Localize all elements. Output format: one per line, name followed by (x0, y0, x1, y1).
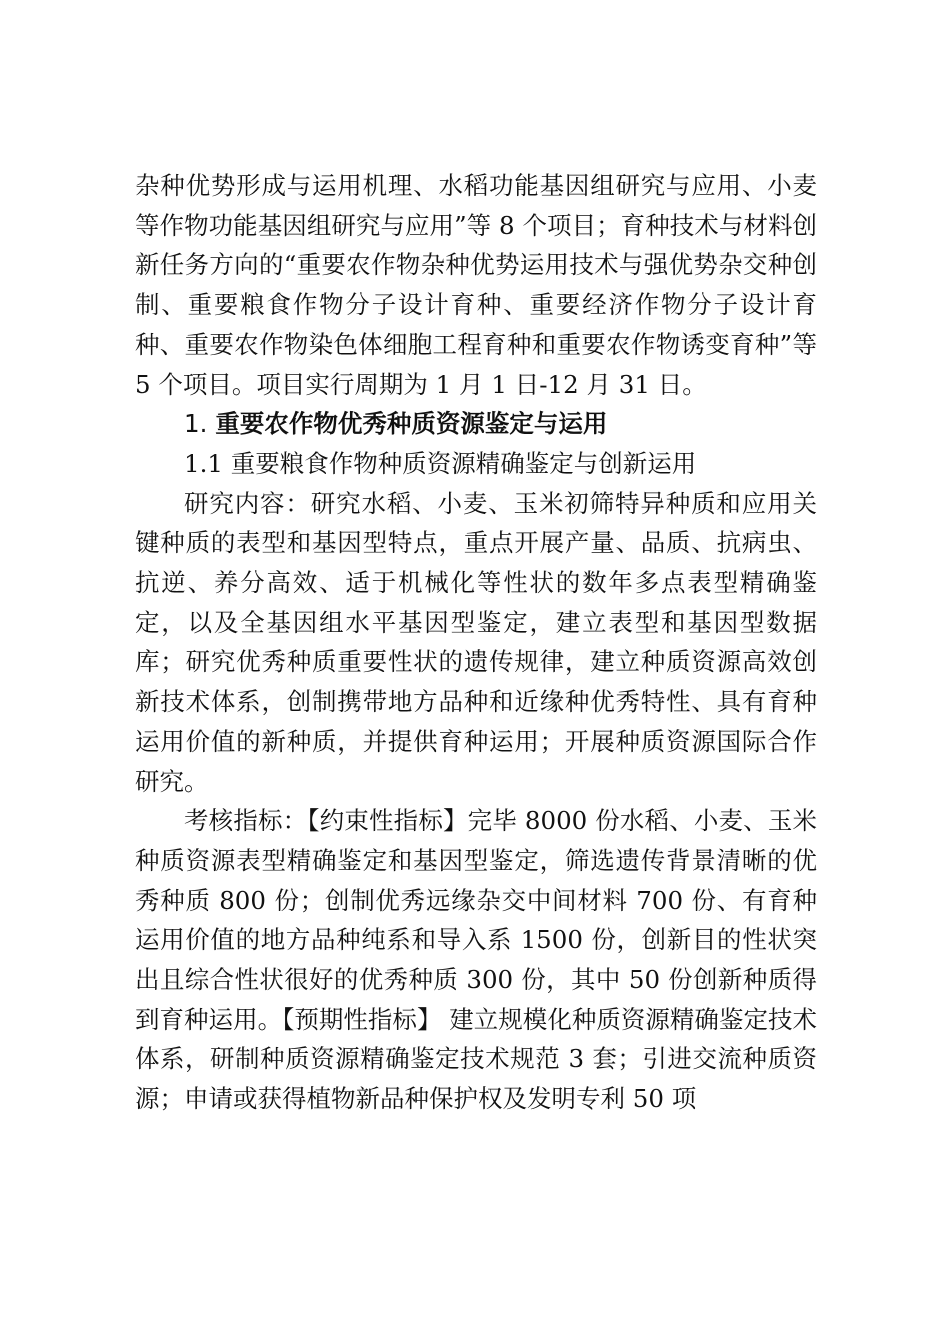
research-content-paragraph: 研究内容：研究水稻、小麦、玉米初筛特异种质和应用关键种质的表型和基因型特点，重点开展产量、品质、抗病虫、抗逆、养分高效、适于机械化等性状的数年多点表型精确鉴定，以及全基因组水平基因型鉴定，建立表型和基因型数据库；研究优秀种质重要性状的遗传规律，建立种质资源高效创新技术体系，创制携带地方品种和近缘种优秀特性、具有育种运用价值的新种质，并提供育种运用；开展种质资源国际合作研究。 (135, 488, 817, 796)
assessment-indicators-paragraph: 考核指标：【约束性指标】完毕 8000 份水稻、小麦、玉米种质资源表型精确鉴定和基因型鉴定，筛选遗传背景清晰的优秀种质 800 份；创制优秀远缘杂交中间材料 700 份、有育种运用价值的地方品种纯系和导入系 1500 份，创新目的性状突出且综合性状很好的优秀种质 300 份，其中 50 份创新种质得到育种运用。【预期性指标】 建立规模化种质资源精确鉴定技术体系，研制种质资源精确鉴定技术规范 3 套；引进交流种质资源；申请或获得植物新品种保护权及发明专利 50 项 (135, 806, 817, 1114)
section-number: 1. (184, 409, 208, 439)
document-body (135, 166, 817, 1119)
section-heading (135, 404, 817, 444)
intro-paragraph: 杂种优势形成与运用机理、水稻功能基因组研究与应用、小麦等作物功能基因组研究与应用”等 8 个项目；育种技术与材料创新任务方向的“重要农作物杂种优势运用技术与强优势杂交种创制、重要粮食作物分子设计育种、重要经济作物分子设计育种、重要农作物染色体细胞工程育种和重要农作物诱变育种”等 5 个项目。项目实行周期为 1 月 1 日-12 月 31 日。 (135, 171, 817, 399)
subsection-heading: 1.1 重要粮食作物种质资源精确鉴定与创新运用 (184, 448, 697, 478)
section-title: 重要农作物优秀种质资源鉴定与运用 (215, 409, 608, 439)
